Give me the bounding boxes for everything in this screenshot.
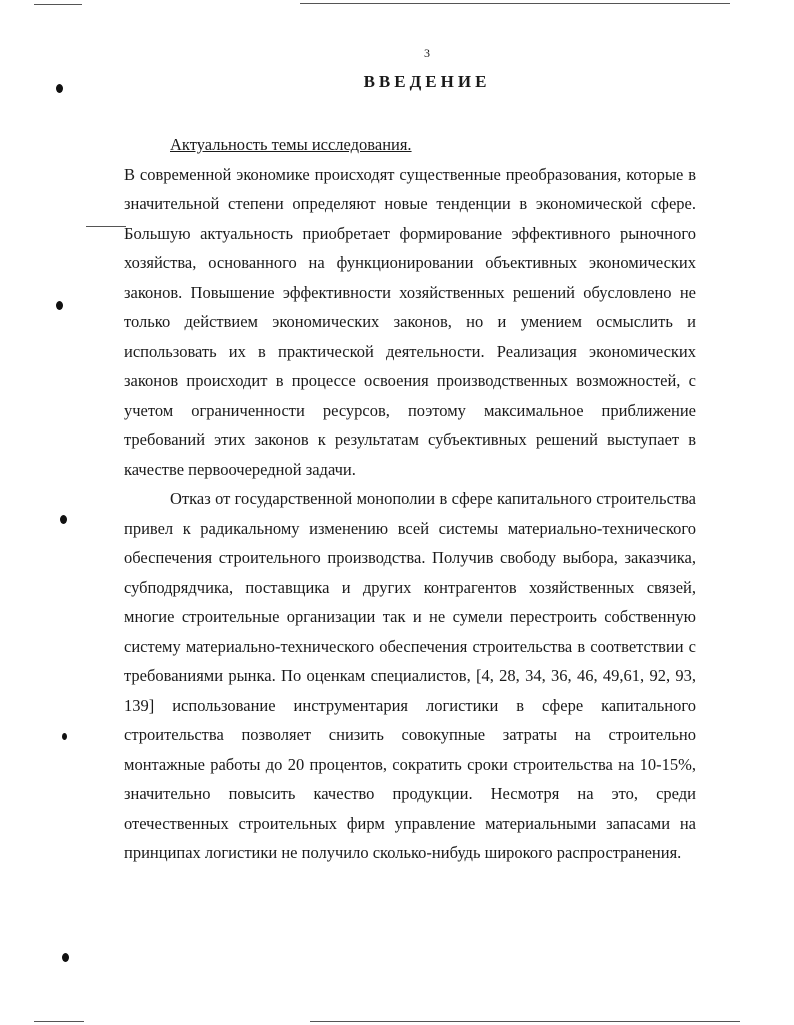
page-title: ВВЕДЕНИЕ [363, 72, 491, 91]
section-subtitle: Актуальность темы исследования. [170, 135, 412, 154]
binding-hole-mark [60, 515, 67, 524]
binding-hole-mark [62, 953, 69, 962]
scan-edge-line-bottom-right [310, 1021, 740, 1022]
page-number: 3 [424, 46, 430, 60]
document-body [124, 130, 696, 868]
scan-edge-line-top-left [34, 4, 82, 5]
scan-edge-line-bottom-left [34, 1021, 84, 1022]
scan-edge-line-top-right [300, 3, 730, 4]
paragraph-2: Отказ от государственной монополии в сфере капитального строительства привел к радикальному изменению всей системы материально-технического обеспечения строительного производства. Получив свободу выбора, заказчика, субподрядчика, поставщика и других контрагентов хозяйственных связей, многие строительные организации так и не сумели перестроить собственную систему материально-технического обеспечения строительства в соответствии с требованиями рынка. По оценкам специалистов, [4, 28, 34, 36, 46, 49,61, 92, 93, 139] использование инструментария логистики в сфере капитального строительства позволяет снизить совокупные затраты на строительно монтажные работы до 20 процентов, сократить сроки строительства на 10-15%, значительно повысить качество продукции. Несмотря на это, среди отечественных строительных фирм управление материальными запасами на принципах логистики не получило сколько-нибудь широкого распространения. [124, 489, 696, 862]
binding-hole-mark [56, 301, 63, 310]
paragraph-1: В современной экономике происходят существенные преобразования, которые в значительной степени определяют новые тенденции в экономической сфере. Большую актуальность приобретает формирование эффективного рыночного хозяйства, основанного на функционировании объективных экономических законов. Повышение эффективности хозяйственных решений обусловлено не только действием экономических законов, но и умением осмыслить и использовать их в практической деятельности. Реализация экономических законов происходит в процессе освоения производственных возможностей, с учетом ограниченности ресурсов, поэтому максимальное приближение требований этих законов к результатам субъективных решений выступает в качестве первоочередной задачи. [124, 164, 696, 479]
binding-hole-mark [62, 733, 67, 740]
scan-edge-line-left [86, 226, 126, 227]
